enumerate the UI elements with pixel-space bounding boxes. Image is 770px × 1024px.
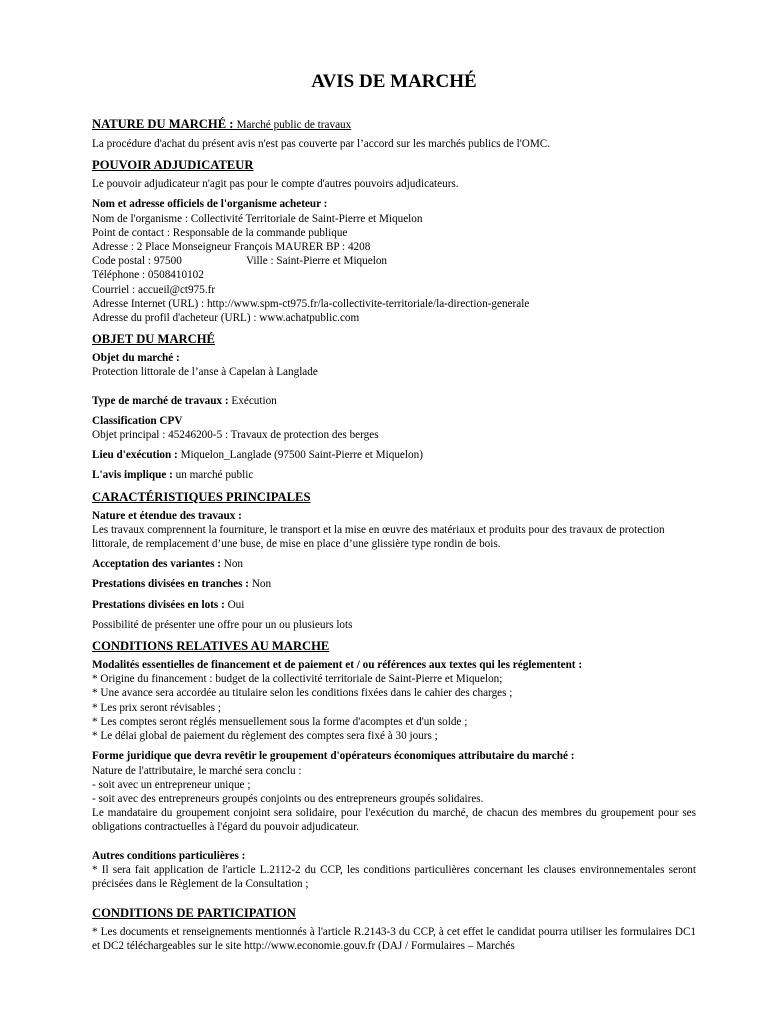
ville: Ville : Saint-Pierre et Miquelon <box>246 255 388 268</box>
postal-code: Code postal : 97500 <box>92 255 182 268</box>
forme-item: - soit avec des entrepreneurs groupés conjoints ou des entrepreneurs groupés solidaires. <box>92 792 484 805</box>
forme-item: Nature de l'attributaire, le marché sera conclu : <box>92 764 302 777</box>
nature-value: Marché public de travaux <box>236 119 352 131</box>
type-label: Type de marché de travaux : <box>92 394 229 407</box>
variantes-value: Non <box>223 558 244 571</box>
nature-heading <box>92 116 696 133</box>
modalites-item: * Les prix seront révisables ; <box>92 701 221 714</box>
organisme-line: Adresse : 2 Place Monseigneur François MAURER BP : 4208 <box>92 241 371 254</box>
cpv-value: Objet principal : 45246200-5 : Travaux de protection des berges <box>92 429 379 442</box>
nature-travaux-text: Les travaux comprennent la fourniture, le transport et la mise en œuvre des matériaux et produits pour des travaux de protection littorale, de remplacement d’une buse, de mise en place d’une glissière type rondin de bois. <box>92 523 665 551</box>
lieu-label: Lieu d'exécution : <box>92 449 178 462</box>
conditions-heading: CONDITIONS RELATIVES AU MARCHE <box>92 639 330 654</box>
telephone: Téléphone : 0508410102 <box>92 269 204 282</box>
tranches-label: Prestations divisées en tranches : <box>92 578 250 591</box>
nature-heading-label: NATURE DU MARCHÉ : <box>92 117 234 131</box>
cpv-label: Classification CPV <box>92 414 183 427</box>
lieu-execution <box>92 448 696 462</box>
autres-text: * Il sera fait application de l'article L.2112-2 du CCP, les conditions particulières concernant les clauses environnementales seront précisées dans le Règlement de la Consultation ; <box>92 863 696 890</box>
pouvoir-heading: POUVOIR ADJUDICATEUR <box>92 158 254 173</box>
lots-label: Prestations divisées en lots : <box>92 598 225 611</box>
modalites-label: Modalités essentielles de financement et de paiement et / ou références aux textes qui les réglementent : <box>92 659 583 672</box>
type-marche <box>92 394 696 408</box>
avis-label: L'avis implique : <box>92 469 173 482</box>
lots-value: Oui <box>227 598 245 611</box>
adresse-internet: Adresse Internet (URL) : http://www.spm-ct975.fr/la-collectivite-territoriale/la-direction-generale <box>92 297 530 310</box>
nature-travaux-label: Nature et étendue des travaux : <box>92 509 242 522</box>
lieu-value: Miquelon_Langlade (97500 Saint-Pierre et Miquelon) <box>180 449 423 462</box>
variantes <box>92 557 696 571</box>
forme-item: - soit avec un entrepreneur unique ; <box>92 778 251 791</box>
modalites-item: * Une avance sera accordée au titulaire selon les conditions fixées dans le cahier des charges ; <box>92 687 513 700</box>
objet-heading: OBJET DU MARCHÉ <box>92 332 215 347</box>
tranches <box>92 577 696 591</box>
lots <box>92 598 696 612</box>
organisme-line: Nom de l'organisme : Collectivité Territoriale de Saint-Pierre et Miquelon <box>92 212 423 225</box>
organisme-label: Nom et adresse officiels de l'organisme acheteur : <box>92 198 328 211</box>
objet-value: Protection littorale de l’anse à Capelan à Langlade <box>92 366 318 379</box>
document-page <box>92 70 696 954</box>
autres-label: Autres conditions particulières : <box>92 849 246 862</box>
nature-note: La procédure d'achat du présent avis n'est pas couverte par l’accord sur les marchés publics de l'OMC. <box>92 138 551 150</box>
modalites-item: * Origine du financement : budget de la collectivité territoriale de Saint-Pierre et Miquelon; <box>92 673 503 686</box>
participation-heading: CONDITIONS DE PARTICIPATION <box>92 906 296 921</box>
avis-value: un marché public <box>175 469 254 482</box>
mandataire-text: Le mandataire du groupement conjoint sera solidaire, pour l'exécution du marché, de chacun des membres du groupement pour ses obligations contractuelles à l'égard du pouvoir adjudicateur. <box>92 807 696 834</box>
objet-label: Objet du marché : <box>92 352 180 365</box>
modalites-item: * Le délai global de paiement du règlement des comptes sera fixé à 30 jours ; <box>92 730 438 743</box>
offre-lots: Possibilité de présenter une offre pour un ou plusieurs lots <box>92 618 353 631</box>
type-value: Exécution <box>231 394 277 407</box>
modalites-item: * Les comptes seront réglés mensuellement sous la forme d'acomptes et d'un solde ; <box>92 715 468 728</box>
courriel: Courriel : accueil@ct975.fr <box>92 283 216 296</box>
avis-implique <box>92 468 696 482</box>
page-title: AVIS DE MARCHÉ <box>311 71 477 92</box>
tranches-value: Non <box>251 578 272 591</box>
variantes-label: Acceptation des variantes : <box>92 558 221 571</box>
postal-row <box>92 254 696 268</box>
carac-heading: CARACTÉRISTIQUES PRINCIPALES <box>92 489 311 504</box>
organisme-line: Point de contact : Responsable de la commande publique <box>92 226 348 239</box>
participation-text: * Les documents et renseignements mentionnés à l'article R.2143-3 du CCP, à cet effet le candidat pourra utiliser les formulaires DC1 et DC2 téléchargeables sur le site http://www.economie.gouv.fr (DAJ / Formulaires – Marchés <box>92 926 696 953</box>
forme-label: Forme juridique que devra revêtir le groupement d'opérateurs économiques attributaire du marché : <box>92 750 575 763</box>
pouvoir-text: Le pouvoir adjudicateur n'agit pas pour le compte d'autres pouvoirs adjudicateurs. <box>92 178 459 191</box>
profil-acheteur: Adresse du profil d'acheteur (URL) : www.achatpublic.com <box>92 312 360 325</box>
